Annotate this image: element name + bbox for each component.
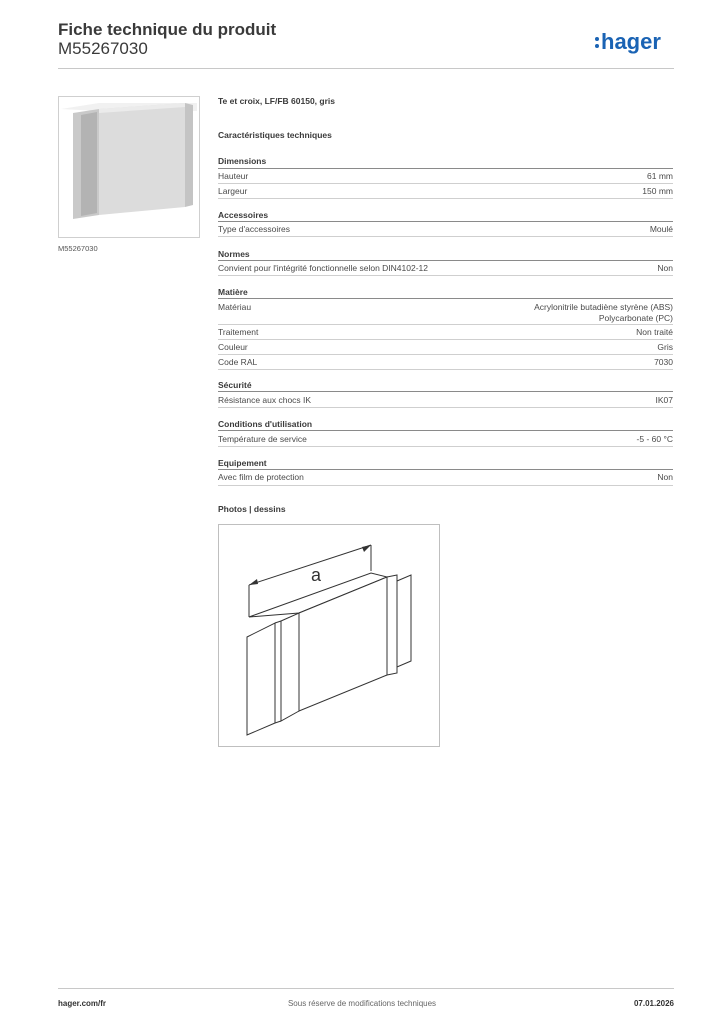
spec-label: Matériau <box>218 302 252 312</box>
spec-label: Température de service <box>218 434 307 444</box>
spec-row-resistance-ik <box>218 395 673 405</box>
brand-name: hager <box>601 29 661 54</box>
page-title: Fiche technique du produit <box>58 20 277 39</box>
product-reference: M55267030 <box>58 39 148 58</box>
section-title-dimensions: Dimensions <box>218 156 267 166</box>
footer-divider <box>58 988 674 989</box>
header-divider <box>58 68 674 69</box>
spec-label: Convient pour l'intégrité fonctionnelle selon DIN4102-12 <box>218 263 429 273</box>
spec-value: Non <box>657 263 673 273</box>
spec-row-hauteur <box>218 171 673 181</box>
spec-row-couleur <box>218 342 673 352</box>
section-title-securite: Sécurité <box>218 380 252 390</box>
spec-row-materiau <box>218 302 673 324</box>
spec-value: Gris <box>657 342 673 352</box>
row-divider <box>218 324 673 325</box>
section-title-normes: Normes <box>218 249 250 259</box>
spec-value: 61 mm <box>647 171 673 181</box>
section-divider <box>218 260 673 261</box>
product-image-caption: M55267030 <box>58 244 98 253</box>
spec-row-film-protection <box>218 472 673 482</box>
row-divider <box>218 236 673 237</box>
row-divider <box>218 183 673 184</box>
footer-website-link[interactable]: hager.com/fr <box>58 999 107 1008</box>
spec-row-traitement <box>218 327 673 337</box>
spec-value: Non <box>657 472 673 482</box>
section-title-equipement: Equipement <box>218 458 267 468</box>
spec-value: Moulé <box>649 224 673 234</box>
spec-row-code-ral <box>218 357 673 367</box>
spec-value: Non traité <box>636 327 673 337</box>
spec-label: Type d'accessoires <box>218 224 291 234</box>
row-divider <box>218 446 673 447</box>
section-divider <box>218 391 673 392</box>
row-divider <box>218 339 673 340</box>
product-photo <box>59 97 199 237</box>
footer-disclaimer: Sous réserve de modifications techniques <box>287 999 437 1008</box>
section-divider <box>218 168 673 169</box>
spec-label: Avec film de protection <box>218 472 304 482</box>
section-divider <box>218 469 673 470</box>
product-image <box>58 96 200 238</box>
footer-date: 07.01.2026 <box>633 999 674 1008</box>
technical-characteristics-title: Caractéristiques techniques <box>218 130 332 140</box>
spec-label: Traitement <box>218 327 259 337</box>
row-divider <box>218 485 673 486</box>
spec-label: Largeur <box>218 186 248 196</box>
spec-value: IK07 <box>655 395 673 405</box>
spec-row-type-accessoires <box>218 224 673 234</box>
section-title-matiere: Matière <box>218 287 248 297</box>
spec-row-temperature <box>218 434 673 444</box>
row-divider <box>218 369 673 370</box>
hager-logo <box>594 25 674 61</box>
spec-label: Résistance aux chocs IK <box>218 395 312 405</box>
spec-label: Couleur <box>218 342 248 352</box>
row-divider <box>218 198 673 199</box>
product-name: Te et croix, LF/FB 60150, gris <box>218 96 335 106</box>
spec-value-line-1: Acrylonitrile butadiène styrène (ABS) <box>534 302 673 312</box>
spec-value: 7030 <box>654 357 673 367</box>
spec-row-largeur <box>218 186 673 196</box>
spec-row-din4102 <box>218 263 673 273</box>
row-divider <box>218 354 673 355</box>
row-divider <box>218 407 673 408</box>
spec-label: Code RAL <box>218 357 258 367</box>
spec-label: Hauteur <box>218 171 249 181</box>
spec-value <box>534 302 673 324</box>
line-drawing <box>219 525 439 746</box>
section-title-conditions: Conditions d'utilisation <box>218 419 313 429</box>
photos-section-title: Photos | dessins <box>218 504 286 514</box>
section-divider <box>218 430 673 431</box>
spec-value: -5 - 60 °C <box>636 434 673 444</box>
section-divider <box>218 298 673 299</box>
row-divider <box>218 275 673 276</box>
section-title-accessoires: Accessoires <box>218 210 269 220</box>
section-divider <box>218 221 673 222</box>
technical-drawing <box>218 524 440 747</box>
dimension-label: a <box>311 565 322 585</box>
spec-value: 150 mm <box>642 186 673 196</box>
spec-value-line-2: Polycarbonate (PC) <box>598 313 673 323</box>
